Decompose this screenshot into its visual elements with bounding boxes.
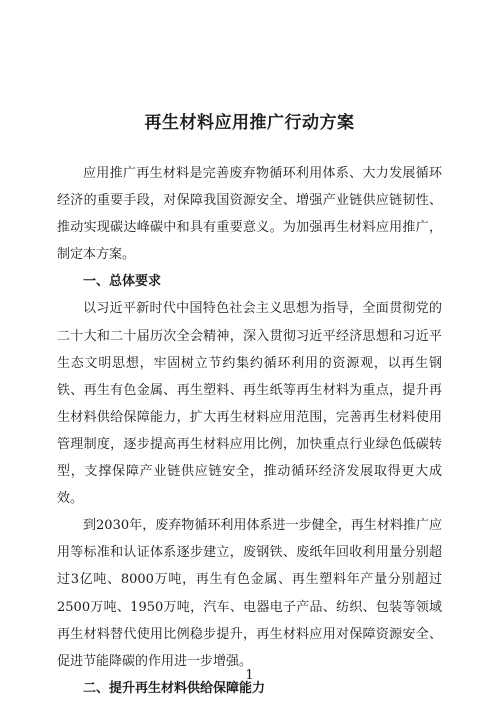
document-body [57, 160, 442, 702]
page-number: 1 [245, 668, 254, 683]
targets-2030-paragraph: 到2030年，废弃物循环利用体系进一步健全，再生材料推广应用等标准和认证体系逐步建立，废钢铁、废纸年回收利用量分别超过3亿吨、8000万吨，再生有色金属、再生塑料年产量分别超过2500万吨、1950万吨，汽车、电器电子产品、纺织、包装等领域再生材料替代使用比例稳步提升，再生材料应用对保障资源安全、促进节能降碳的作用进一步增强。 [57, 518, 442, 669]
section-heading-supply-capacity: 二、提升再生材料供给保障能力 [83, 680, 266, 696]
document-title: 再生材料应用推广行动方案 [144, 113, 355, 133]
guiding-principles-paragraph: 以习近平新时代中国特色社会主义思想为指导，全面贯彻党的二十大和二十届历次全会精神，深入贯彻习近平经济思想和习近平生态文明思想，牢固树立节约集约循环利用的资源观，以再生钢铁、再生有色金属、再生塑料、再生纸等再生材料为重点，提升再生材料供给保障能力，扩大再生材料应用范围，完善再生材料使用管理制度，逐步提高再生材料应用比例，加快重点行业绿色低碳转型，支撑保障产业链供应链安全，推动循环经济发展取得更大成效。 [57, 301, 442, 507]
section-heading-general-requirements: 一、总体要求 [83, 274, 162, 290]
intro-paragraph: 应用推广再生材料是完善废弃物循环利用体系、大力发展循环经济的重要手段，对保障我国资源安全、增强产业链供应链韧性、推动实现碳达峰碳中和具有重要意义。为加强再生材料应用推广，制定本方案。 [57, 166, 442, 263]
